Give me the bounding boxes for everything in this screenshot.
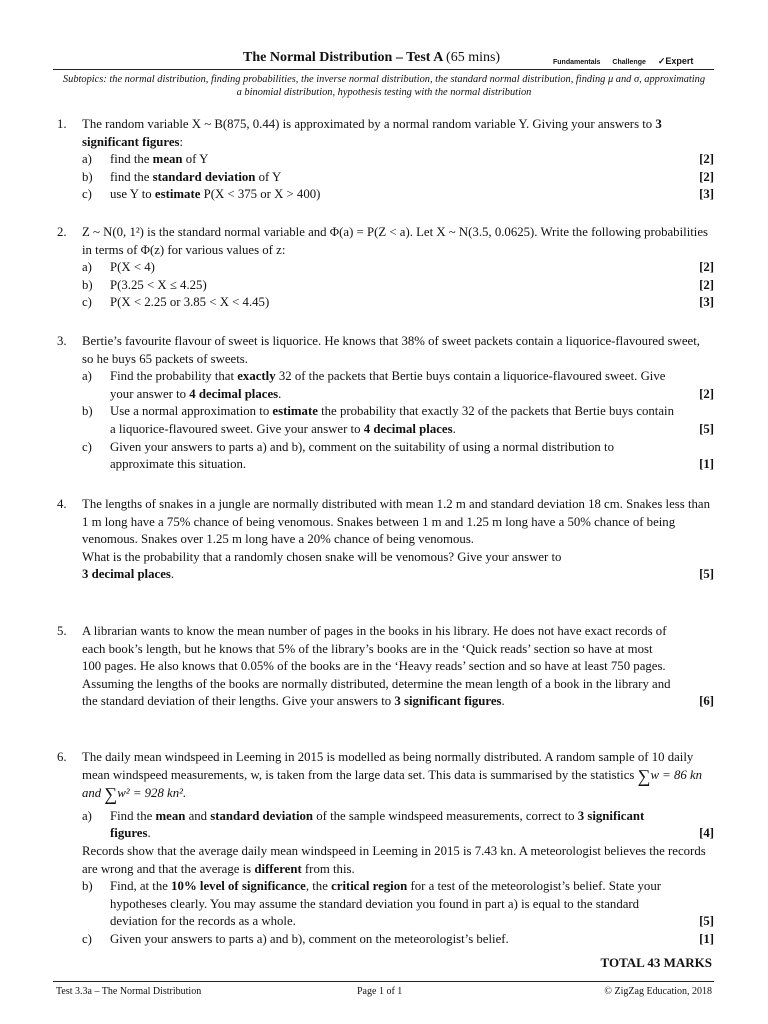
question-1 [57,116,714,204]
marks: [3] [699,187,714,202]
sigma-symbol: ∑ [104,784,118,805]
question-number: 3. [57,334,67,348]
level-challenge: Challenge [612,59,646,66]
marks: [5] [699,914,714,929]
part-a: a) Find the mean and standard deviation of the sample windspeed measurements, correct to 3 significant figures. [4] [82,808,714,843]
sigma-symbol: ∑ [637,765,651,786]
question-3 [57,333,714,474]
marks: [2] [699,169,714,184]
question-2 [57,224,714,312]
question-5 [57,623,714,711]
part-b: b) Use a normal approximation to estimate the probability that exactly 32 of the packets that Bertie buys contain a liquorice-flavoured sweet. Give your answer to 4 decimal places. [5] [82,403,714,438]
answer-precision: 3 decimal places. [5] [82,566,714,584]
marks: [6] [699,694,714,709]
marks: [3] [699,295,714,310]
part-c: c) Given your answers to parts a) and b), comment on the meteorologist’s belief. [1] [82,931,714,949]
question-text: The lengths of snakes in a jungle are normally distributed with mean 1.2 m and standard deviation 18 cm. Snakes less than 1 m long have a 75% chance of being venomous. Snakes between 1 m and 1.25 m long have a 50% chance of being venomous. Snakes over 1.25 m long have a 20% chance of being venomous. [82,497,710,547]
marks: [1] [699,457,714,472]
subtopics: Subtopics: the normal distribution, finding probabilities, the inverse normal distribution, the standard normal distribution, finding μ and σ, approximating a binomial distribution, hypothesis testing with the normal distribution [62,74,706,98]
question-text: A librarian wants to know the mean number of pages in the books in his library. He does not have exact records of each book’s length, but he knows that 5% of the library’s books are in the ‘Quick reads’ section so have at most 100 pages. He also knows that 0.05% of the books are in the ‘Heavy reads’ section and so have at least 750 pages. Assuming the lengths of the books are normally distributed, determine the mean length of a book in the library and the standard deviation of their lengths. Give your answers to 3 significant figures. [6] [82,623,714,711]
part-b: b) Find, at the 10% level of significance, the critical region for a test of the meteorologist’s belief. State your hypotheses clearly. You may assume the standard deviation you found in part a) is equal to the standard deviation for the records as a whole. [5] [82,878,714,931]
footer-left: Test 3.3a – The Normal Distribution [56,986,202,997]
question-intro: Z ~ N(0, 1²) is the standard normal variable and Φ(a) = P(Z < a). Let X ~ N(3.5, 0.0625). Write the following probabilities in terms of Φ(z) for various values of z: [82,225,709,257]
part-a: a) find the mean of Y [2] [82,151,714,169]
marks: [2] [699,277,714,292]
marks: [5] [699,567,714,582]
question-6 [57,749,714,949]
test-title [243,50,500,66]
title-text: The Normal Distribution – Test A [243,50,443,65]
part-c: c) P(X < 2.25 or 3.85 < X < 4.45) [3] [82,294,714,312]
part-a: a) Find the probability that exactly 32 of the packets that Bertie buys contain a liquorice-flavoured sweet. Give your answer to 4 decimal places. [2] [82,368,714,403]
part-a: a) P(X < 4) [2] [82,259,714,277]
marks: [2] [699,260,714,275]
question-number: 1. [57,117,67,131]
marks: [5] [699,421,714,436]
records-statement: Records show that the average daily mean windspeed in Leeming in 2015 is 7.43 kn. A meteorologist believes the records are wrong and that the average is different from this. [82,843,706,876]
question-number: 6. [57,750,67,764]
footer-page-number: Page 1 of 1 [357,986,403,997]
footer-copyright: © ZigZag Education, 2018 [604,986,712,997]
part-b: b) P(3.25 < X ≤ 4.25) [2] [82,277,714,295]
footer-rule [53,981,714,982]
header-rule [53,69,714,70]
level-fundamentals: Fundamentals [553,59,601,66]
question-intro: Bertie’s favourite flavour of sweet is liquorice. He knows that 38% of sweet packets contain a liquorice-flavoured sweet, so he buys 65 packets of sweets. [82,334,700,366]
question-4 [57,496,714,584]
question-number: 4. [57,497,67,511]
part-c: c) use Y to estimate P(X < 375 or X > 400) [3] [82,186,714,204]
question-number: 5. [57,624,67,638]
part-b: b) find the standard deviation of Y [2] [82,169,714,187]
duration: (65 mins) [446,50,501,65]
marks: [2] [699,152,714,167]
question-prompt: What is the probability that a randomly chosen snake will be venomous? Give your answer to [82,549,562,564]
level-expert-selected: ✓Expert [657,56,694,66]
part-c: c) Given your answers to parts a) and b), comment on the suitability of using a normal distribution to approximate this situation. [1] [82,439,714,474]
marks: [4] [699,826,714,841]
total-marks: TOTAL 43 MARKS [600,955,712,970]
difficulty-levels [553,56,703,67]
marks: [2] [699,386,714,401]
question-intro: The daily mean windspeed in Leeming in 2015 is modelled as being normally distributed. A random sample of 10 daily mean windspeed measurements, w, is taken from the large data set. This data is summarised by the statistics ∑w = 86 kn and ∑w² = 928 kn². [82,750,703,805]
marks: [1] [699,931,714,946]
question-number: 2. [57,225,67,239]
question-intro: The random variable X ~ B(875, 0.44) is approximated by a normal random variable Y. Giving your answers to 3 significant figures: [82,117,662,149]
